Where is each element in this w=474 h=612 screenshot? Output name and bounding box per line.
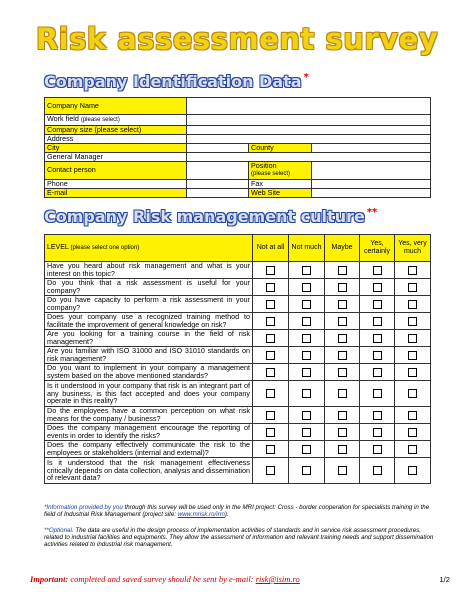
answer-cell xyxy=(395,381,431,407)
answer-cell xyxy=(395,407,431,424)
answer-checkbox[interactable] xyxy=(266,445,275,454)
answer-checkbox[interactable] xyxy=(373,368,382,377)
answer-cell xyxy=(289,262,325,279)
answer-cell xyxy=(253,364,289,381)
answer-checkbox[interactable] xyxy=(408,334,417,343)
position-select[interactable] xyxy=(312,161,431,179)
answer-checkbox[interactable] xyxy=(373,334,382,343)
answer-checkbox[interactable] xyxy=(302,411,311,420)
answer-checkbox[interactable] xyxy=(302,283,311,292)
answer-checkbox[interactable] xyxy=(373,428,382,437)
general-manager-label: General Manager xyxy=(45,152,187,161)
answer-cell xyxy=(253,296,289,313)
answer-checkbox[interactable] xyxy=(408,351,417,360)
work-field-select[interactable] xyxy=(187,115,431,126)
answer-checkbox[interactable] xyxy=(408,283,417,292)
answer-cell xyxy=(325,407,360,424)
answer-cell xyxy=(395,279,431,296)
email-label: E-mail xyxy=(45,188,187,197)
answer-checkbox[interactable] xyxy=(266,351,275,360)
answer-cell xyxy=(289,381,325,407)
phone-label: Phone xyxy=(45,179,187,188)
position-label: Position (please select) xyxy=(249,161,312,179)
answer-cell xyxy=(289,407,325,424)
answer-checkbox[interactable] xyxy=(408,428,417,437)
answer-checkbox[interactable] xyxy=(373,300,382,309)
answer-checkbox[interactable] xyxy=(338,283,347,292)
answer-cell xyxy=(289,458,325,484)
answer-cell xyxy=(325,364,360,381)
answer-checkbox[interactable] xyxy=(302,334,311,343)
answer-checkbox[interactable] xyxy=(373,411,382,420)
answer-cell xyxy=(395,262,431,279)
answer-checkbox[interactable] xyxy=(373,317,382,326)
section-heading-text: Company Risk management culture xyxy=(44,207,365,226)
answer-cell xyxy=(253,407,289,424)
answer-cell xyxy=(325,262,360,279)
answer-cell xyxy=(360,279,395,296)
table-row xyxy=(45,296,431,313)
company-size-label: Company size (please select) xyxy=(45,125,187,134)
answer-checkbox[interactable] xyxy=(302,351,311,360)
company-identification-table xyxy=(44,97,431,198)
answer-cell xyxy=(360,313,395,330)
footnote-marker: * xyxy=(303,72,309,83)
answer-checkbox[interactable] xyxy=(302,266,311,275)
table-row xyxy=(45,458,431,484)
answer-checkbox[interactable] xyxy=(373,351,382,360)
answer-cell xyxy=(325,458,360,484)
table-row xyxy=(45,330,431,347)
table-row xyxy=(45,313,431,330)
answer-cell xyxy=(289,279,325,296)
table-row xyxy=(45,364,431,381)
phone-field[interactable] xyxy=(187,179,249,188)
answer-checkbox[interactable] xyxy=(266,334,275,343)
answer-checkbox[interactable] xyxy=(408,389,417,398)
answer-cell xyxy=(289,347,325,364)
answer-cell xyxy=(253,347,289,364)
answer-checkbox[interactable] xyxy=(373,389,382,398)
answer-cell xyxy=(289,330,325,347)
general-manager-field[interactable] xyxy=(187,152,431,161)
answer-checkbox[interactable] xyxy=(302,368,311,377)
answer-cell xyxy=(253,279,289,296)
question-text: Have you heard about risk management and what is your interest on this topic? xyxy=(45,262,253,279)
answer-checkbox[interactable] xyxy=(302,466,311,475)
answer-cell xyxy=(360,262,395,279)
answer-cell xyxy=(325,330,360,347)
answer-cell xyxy=(325,347,360,364)
table-row xyxy=(45,424,431,441)
answer-cell xyxy=(289,424,325,441)
answer-cell xyxy=(253,441,289,458)
option-header: Not much xyxy=(289,235,325,262)
answer-cell xyxy=(360,364,395,381)
answer-cell xyxy=(395,441,431,458)
answer-cell xyxy=(253,313,289,330)
county-label: County xyxy=(249,143,312,152)
answer-cell xyxy=(289,441,325,458)
answer-checkbox[interactable] xyxy=(302,317,311,326)
answer-cell xyxy=(325,296,360,313)
website-field[interactable] xyxy=(312,188,431,197)
question-text: Are you looking for a training course in the field of risk management? xyxy=(45,330,253,347)
section-heading-identification xyxy=(44,72,309,91)
answer-checkbox[interactable] xyxy=(373,445,382,454)
answer-checkbox[interactable] xyxy=(338,428,347,437)
answer-cell xyxy=(289,296,325,313)
answer-cell xyxy=(395,458,431,484)
answer-checkbox[interactable] xyxy=(373,266,382,275)
answer-checkbox[interactable] xyxy=(408,445,417,454)
answer-cell xyxy=(360,347,395,364)
answer-cell xyxy=(289,313,325,330)
company-size-select[interactable] xyxy=(187,125,431,134)
page-number: 1/2 xyxy=(439,575,450,584)
answer-checkbox[interactable] xyxy=(266,266,275,275)
answer-checkbox[interactable] xyxy=(338,445,347,454)
answer-checkbox[interactable] xyxy=(338,300,347,309)
address-field[interactable] xyxy=(187,134,431,143)
answer-cell xyxy=(395,364,431,381)
answer-checkbox[interactable] xyxy=(408,368,417,377)
answer-checkbox[interactable] xyxy=(266,317,275,326)
question-text: Do you think that a risk assessment is useful for your company? xyxy=(45,279,253,296)
answer-cell xyxy=(253,458,289,484)
answer-cell xyxy=(395,347,431,364)
answer-checkbox[interactable] xyxy=(338,334,347,343)
answer-checkbox[interactable] xyxy=(408,466,417,475)
table-row xyxy=(45,407,431,424)
answer-cell xyxy=(325,381,360,407)
answer-cell xyxy=(253,262,289,279)
answer-checkbox[interactable] xyxy=(266,300,275,309)
answer-checkbox[interactable] xyxy=(408,411,417,420)
answer-checkbox[interactable] xyxy=(302,300,311,309)
answer-cell xyxy=(325,424,360,441)
email-field[interactable] xyxy=(187,188,249,197)
answer-cell xyxy=(395,330,431,347)
answer-checkbox[interactable] xyxy=(338,411,347,420)
project-site-link[interactable]: www.mrisk.ro/irm xyxy=(177,511,225,519)
question-text: Is it understood in your company that risk is an integrant part of any business, is this fact accepted and does your company operate in this reality? xyxy=(45,381,253,407)
footnote-information: *Information provided by you through this survey will be used only in the MRI project: Cross - border cooperation for specialists training in the field of Industrial Risk Management (project site: www.mrisk.ro/irm). xyxy=(44,504,430,519)
answer-cell xyxy=(360,458,395,484)
city-field[interactable] xyxy=(187,143,249,152)
footnote-marker: ** xyxy=(366,207,378,218)
answer-checkbox[interactable] xyxy=(338,266,347,275)
answer-checkbox[interactable] xyxy=(302,389,311,398)
answer-cell xyxy=(360,296,395,313)
answer-cell xyxy=(360,407,395,424)
answer-cell xyxy=(253,424,289,441)
table-row xyxy=(45,279,431,296)
contact-person-label: Contact person xyxy=(45,161,187,179)
answer-cell xyxy=(253,381,289,407)
answer-checkbox[interactable] xyxy=(408,300,417,309)
county-field[interactable] xyxy=(312,143,431,152)
answer-cell xyxy=(360,424,395,441)
answer-cell xyxy=(360,441,395,458)
email-link[interactable]: risk@isim.ro xyxy=(255,574,300,584)
table-row xyxy=(45,381,431,407)
answer-cell xyxy=(395,424,431,441)
answer-checkbox[interactable] xyxy=(408,317,417,326)
answer-checkbox[interactable] xyxy=(338,317,347,326)
question-text: Is it understood that the risk management effectiveness critically depends on data collection, analysis and dissemination of relevant data? xyxy=(45,458,253,484)
work-field-label: Work field (please select) xyxy=(45,115,187,126)
section-heading-risk-culture xyxy=(44,207,377,226)
answer-checkbox[interactable] xyxy=(338,466,347,475)
answer-cell xyxy=(325,441,360,458)
city-label: City xyxy=(45,143,187,152)
answer-checkbox[interactable] xyxy=(266,368,275,377)
answer-checkbox[interactable] xyxy=(373,466,382,475)
table-row xyxy=(45,262,431,279)
answer-cell xyxy=(360,330,395,347)
answer-cell xyxy=(325,313,360,330)
answer-checkbox[interactable] xyxy=(266,466,275,475)
risk-culture-survey-table xyxy=(44,234,431,484)
option-header: Maybe xyxy=(325,235,360,262)
contact-person-field[interactable] xyxy=(187,161,249,179)
question-text: Does the company effectively communicate the risk to the employees or stakeholders (internal and external)? xyxy=(45,441,253,458)
level-header: LEVEL (please select one option) xyxy=(45,235,253,262)
website-label: Web Site xyxy=(249,188,312,197)
answer-checkbox[interactable] xyxy=(338,389,347,398)
answer-cell xyxy=(395,296,431,313)
fax-label: Fax xyxy=(249,179,312,188)
answer-checkbox[interactable] xyxy=(266,411,275,420)
question-text: Does the company management encourage the reporting of events in order to identify the risks? xyxy=(45,424,253,441)
answer-cell xyxy=(395,313,431,330)
company-name-label: Company Name xyxy=(45,98,187,115)
option-header: Yes, very much xyxy=(395,235,431,262)
answer-checkbox[interactable] xyxy=(302,445,311,454)
answer-checkbox[interactable] xyxy=(408,266,417,275)
company-name-field[interactable] xyxy=(187,98,431,115)
address-label: Address xyxy=(45,134,187,143)
footnote-optional: **Optional. The data are useful in the design process of implementation activities of standards and in service risk assessment procedures, related to industrial facilities and equipments. They allow the assessment of information and relevant training needs and support dissemination activities related to industrial risk management. xyxy=(44,527,434,549)
option-header: Not at all xyxy=(253,235,289,262)
footer-important: Important: completed and saved survey should be sent by e-mail: risk@isim.ro xyxy=(30,574,300,584)
answer-checkbox[interactable] xyxy=(266,389,275,398)
table-row xyxy=(45,347,431,364)
answer-cell xyxy=(289,364,325,381)
question-text: Do you want to implement in your company a management system based on the above mentioned standards? xyxy=(45,364,253,381)
question-text: Does your company use a recognized training method to facilitate the improvement of general knowledge on risk? xyxy=(45,313,253,330)
table-row xyxy=(45,441,431,458)
answer-checkbox[interactable] xyxy=(266,283,275,292)
fax-field[interactable] xyxy=(312,179,431,188)
document-title: Risk assessment survey xyxy=(35,22,439,56)
answer-checkbox[interactable] xyxy=(302,428,311,437)
answer-checkbox[interactable] xyxy=(266,428,275,437)
question-text: Do you have capacity to perform a risk assessment in your company? xyxy=(45,296,253,313)
answer-checkbox[interactable] xyxy=(338,368,347,377)
option-header: Yes, certainly xyxy=(360,235,395,262)
section-heading-text: Company Identification Data xyxy=(44,72,302,91)
answer-checkbox[interactable] xyxy=(338,351,347,360)
question-text: Do the employees have a common perception on what risk means for the company / business? xyxy=(45,407,253,424)
answer-cell xyxy=(253,330,289,347)
answer-cell xyxy=(360,381,395,407)
answer-checkbox[interactable] xyxy=(373,283,382,292)
question-text: Are you familiar with ISO 31000 and ISO 31010 standards on risk management? xyxy=(45,347,253,364)
answer-cell xyxy=(325,279,360,296)
